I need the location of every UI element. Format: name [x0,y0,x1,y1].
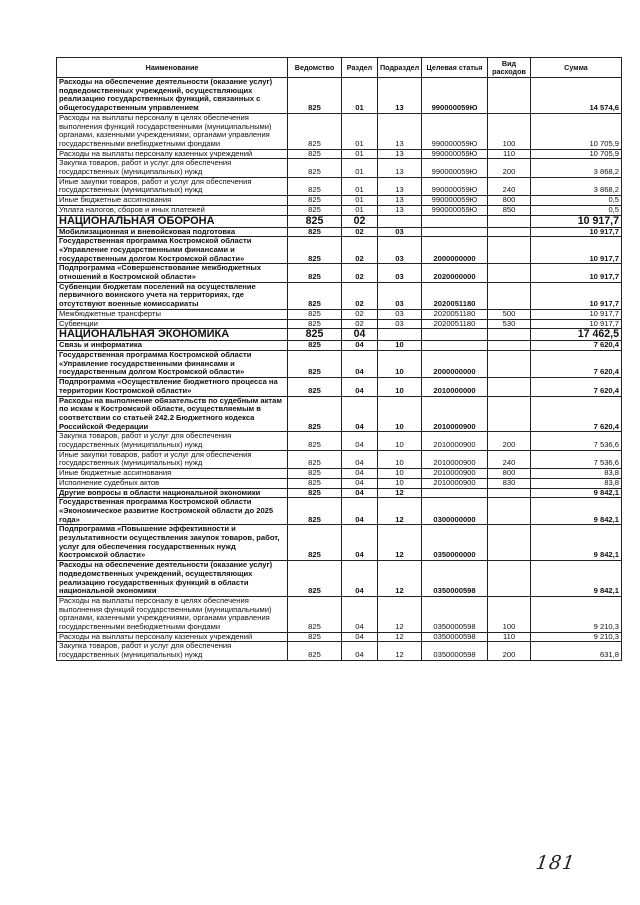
row-subsection: 12 [378,632,422,642]
row-name: Расходы на обеспечение деятельности (оказание услуг) подведомственных учреждений, осуществляющих реализацию государственных функций, связанных с общегосударственным управлением [57,78,288,114]
row-amount: 10 917,7 [531,282,622,309]
row-subsection: 13 [378,78,422,114]
table-row [57,205,622,215]
row-expense-type: 800 [488,469,531,479]
page-number: 181 [534,852,577,874]
row-section: 01 [342,149,378,159]
row-subsection: 13 [378,196,422,206]
row-subsection: 12 [378,642,422,660]
row-expense-type: 100 [488,113,531,149]
table-row [57,378,622,396]
row-amount: 10 917,7 [531,215,622,227]
row-subsection: 12 [378,561,422,597]
row-amount: 10 917,7 [531,319,622,329]
row-expense-type [488,488,531,498]
table-row [57,215,622,227]
row-target-item: 2010000900 [422,469,488,479]
row-subsection: 13 [378,149,422,159]
row-name: Иные закупки товаров, работ и услуг для обеспечения государственных (муниципальных) нужд [57,177,288,195]
table-header-row [57,58,622,78]
row-department: 825 [288,498,342,525]
row-amount: 631,8 [531,642,622,660]
row-section: 02 [342,309,378,319]
table-row [57,237,622,264]
table-row [57,159,622,177]
row-name: Закупка товаров, работ и услуг для обеспечения государственных (муниципальных) нужд [57,432,288,450]
row-target-item: 990000059Ю [422,113,488,149]
row-section: 04 [342,450,378,468]
row-section: 04 [342,488,378,498]
row-section: 02 [342,282,378,309]
row-amount: 3 868,2 [531,159,622,177]
row-section: 01 [342,177,378,195]
row-subsection: 03 [378,319,422,329]
row-expense-type [488,215,531,227]
row-subsection [378,329,422,341]
header-name: Наименование [57,58,288,78]
row-section: 04 [342,350,378,377]
row-section: 04 [342,478,378,488]
table-row [57,450,622,468]
row-section: 04 [342,498,378,525]
row-subsection: 10 [378,378,422,396]
table-row [57,196,622,206]
row-expense-type [488,227,531,237]
row-department: 825 [288,196,342,206]
row-subsection: 03 [378,227,422,237]
row-target-item: 2020051180 [422,282,488,309]
row-name: Уплата налогов, сборов и иных платежей [57,205,288,215]
row-expense-type: 850 [488,205,531,215]
row-name: Расходы на выплаты персоналу казенных учреждений [57,632,288,642]
row-target-item: 990000059Ю [422,78,488,114]
row-name: Иные бюджетные ассигнования [57,469,288,479]
row-name: Подпрограмма «Совершенствование межбюджетных отношений в Костромской области» [57,264,288,282]
row-amount: 0,5 [531,205,622,215]
row-name: НАЦИОНАЛЬНАЯ ЭКОНОМИКА [57,329,288,341]
row-amount: 10 917,7 [531,237,622,264]
row-department: 825 [288,149,342,159]
row-name: Межбюджетные трансферты [57,309,288,319]
row-section: 04 [342,432,378,450]
row-name: Расходы на выплаты персоналу в целях обеспечения выполнения функций государственными (муниципальными) органами, казенными учреждениями, органами управления государственными внебюджетными фондами [57,596,288,632]
row-section: 04 [342,469,378,479]
row-expense-type [488,282,531,309]
row-subsection: 12 [378,488,422,498]
row-expense-type: 500 [488,309,531,319]
header-department: Ведомство [288,58,342,78]
row-name: Расходы на обеспечение деятельности (оказание услуг) подведомственных учреждений, осуществляющих реализацию государственных функций в области национальной экономики [57,561,288,597]
row-amount: 9 210,3 [531,596,622,632]
row-department: 825 [288,596,342,632]
row-department: 825 [288,282,342,309]
table-row [57,113,622,149]
row-section: 04 [342,396,378,432]
table-row [57,469,622,479]
table-row [57,329,622,341]
row-expense-type [488,78,531,114]
row-department: 825 [288,469,342,479]
row-amount: 3 868,2 [531,177,622,195]
row-department: 825 [288,329,342,341]
row-subsection: 03 [378,309,422,319]
row-subsection: 12 [378,525,422,561]
row-amount: 9 842,1 [531,488,622,498]
row-name: Расходы на выплаты персоналу в целях обеспечения выполнения функций государственными (муниципальными) органами, казенными учреждениями, органами управления государственными внебюджетными фондами [57,113,288,149]
row-target-item: 0350000598 [422,632,488,642]
row-expense-type [488,237,531,264]
row-target-item: 0350000598 [422,561,488,597]
row-name: Государственная программа Костромской области «Управление государственными финансами и государственным долгом Костромской области» [57,237,288,264]
row-amount: 17 462,5 [531,329,622,341]
row-expense-type: 800 [488,196,531,206]
row-target-item: 0300000000 [422,498,488,525]
row-expense-type: 240 [488,450,531,468]
row-target-item [422,341,488,351]
row-subsection: 10 [378,478,422,488]
row-amount: 9 842,1 [531,525,622,561]
row-section: 01 [342,159,378,177]
header-target-item: Целевая статья [422,58,488,78]
table-row [57,319,622,329]
row-subsection [378,215,422,227]
table-row [57,632,622,642]
row-expense-type [488,378,531,396]
row-department: 825 [288,205,342,215]
row-expense-type: 110 [488,632,531,642]
row-target-item: 2000000000 [422,237,488,264]
row-amount: 14 574,6 [531,78,622,114]
row-section: 01 [342,205,378,215]
row-amount: 10 705,9 [531,149,622,159]
row-name: Расходы на выплаты персоналу казенных учреждений [57,149,288,159]
row-section: 04 [342,525,378,561]
row-section: 04 [342,561,378,597]
row-amount: 7 536,6 [531,450,622,468]
row-department: 825 [288,432,342,450]
row-subsection: 13 [378,113,422,149]
row-subsection: 10 [378,432,422,450]
table-body [57,78,622,661]
row-target-item: 2000000000 [422,350,488,377]
row-section: 02 [342,237,378,264]
row-name: Исполнение судебных актов [57,478,288,488]
header-expense-type: Вид расходов [488,58,531,78]
row-target-item: 0350000000 [422,525,488,561]
row-section: 04 [342,329,378,341]
row-department: 825 [288,488,342,498]
row-name: Подпрограмма «Осуществление бюджетного процесса на территории Костромской области» [57,378,288,396]
table-row [57,478,622,488]
row-department: 825 [288,450,342,468]
row-subsection: 03 [378,282,422,309]
row-subsection: 13 [378,177,422,195]
row-target-item: 2010000900 [422,396,488,432]
row-subsection: 13 [378,205,422,215]
row-subsection: 10 [378,341,422,351]
table-row [57,177,622,195]
table-row [57,341,622,351]
row-department: 825 [288,78,342,114]
row-expense-type: 240 [488,177,531,195]
row-expense-type [488,396,531,432]
row-target-item: 990000059Ю [422,177,488,195]
table-row [57,309,622,319]
row-expense-type [488,264,531,282]
row-expense-type [488,498,531,525]
row-name: Связь и информатика [57,341,288,351]
row-section: 04 [342,378,378,396]
row-amount: 9 210,3 [531,632,622,642]
row-section: 04 [342,341,378,351]
row-department: 825 [288,396,342,432]
row-section: 01 [342,78,378,114]
row-amount: 10 917,7 [531,227,622,237]
row-amount: 83,8 [531,478,622,488]
table-row [57,350,622,377]
row-name: Государственная программа Костромской области «Экономическое развитие Костромской области до 2025 года» [57,498,288,525]
row-target-item: 0350000598 [422,596,488,632]
row-target-item [422,488,488,498]
row-department: 825 [288,378,342,396]
table-row [57,596,622,632]
row-target-item: 0350000598 [422,642,488,660]
row-name: Другие вопросы в области национальной экономики [57,488,288,498]
header-subsection: Подраздел [378,58,422,78]
row-amount: 7 620,4 [531,378,622,396]
table-row [57,282,622,309]
row-target-item: 2010000900 [422,450,488,468]
row-expense-type: 110 [488,149,531,159]
row-section: 04 [342,632,378,642]
table-row [57,642,622,660]
row-expense-type [488,561,531,597]
row-section: 02 [342,227,378,237]
row-name: Государственная программа Костромской области «Управление государственными финансами и государственным долгом Костромской области» [57,350,288,377]
row-subsection: 03 [378,264,422,282]
table-row [57,525,622,561]
row-amount: 7 536,6 [531,432,622,450]
row-target-item: 2020051180 [422,309,488,319]
table-row [57,149,622,159]
budget-sheet [56,57,621,661]
budget-table [56,57,622,661]
row-target-item: 2010000900 [422,432,488,450]
row-target-item: 990000059Ю [422,205,488,215]
row-department: 825 [288,561,342,597]
row-subsection: 10 [378,450,422,468]
row-amount: 10 917,7 [531,264,622,282]
row-amount: 0,5 [531,196,622,206]
table-row [57,498,622,525]
row-amount: 83,8 [531,469,622,479]
table-row [57,227,622,237]
row-subsection: 10 [378,350,422,377]
row-department: 825 [288,264,342,282]
row-name: Расходы на выполнение обязательств по судебным актам по искам к Костромской области, осуществляемым в соответствии со статьей 242.2 Бюджетного кодекса Российской Федерации [57,396,288,432]
row-section: 02 [342,319,378,329]
row-expense-type: 200 [488,432,531,450]
table-row [57,561,622,597]
header-amount: Сумма [531,58,622,78]
row-subsection: 13 [378,159,422,177]
row-target-item [422,215,488,227]
row-name: Иные бюджетные ассигнования [57,196,288,206]
row-expense-type [488,350,531,377]
row-expense-type: 530 [488,319,531,329]
row-target-item [422,227,488,237]
row-expense-type: 830 [488,478,531,488]
row-target-item: 990000059Ю [422,149,488,159]
row-amount: 9 842,1 [531,561,622,597]
row-section: 04 [342,642,378,660]
table-row [57,432,622,450]
row-target-item: 2010000000 [422,378,488,396]
header-section: Раздел [342,58,378,78]
row-name: Иные закупки товаров, работ и услуг для обеспечения государственных (муниципальных) нужд [57,450,288,468]
row-expense-type [488,525,531,561]
row-department: 825 [288,525,342,561]
row-section: 02 [342,264,378,282]
row-department: 825 [288,309,342,319]
row-amount: 10 917,7 [531,309,622,319]
row-section: 04 [342,596,378,632]
row-name: Субвенции бюджетам поселений на осуществление первичного воинского учета на территориях, где отсутствуют военные комиссариаты [57,282,288,309]
row-expense-type: 100 [488,596,531,632]
table-row [57,78,622,114]
row-target-item: 2020051180 [422,319,488,329]
row-department: 825 [288,113,342,149]
row-subsection: 12 [378,498,422,525]
row-expense-type [488,329,531,341]
row-department: 825 [288,642,342,660]
row-subsection: 03 [378,237,422,264]
table-row [57,396,622,432]
row-subsection: 12 [378,596,422,632]
row-name: Закупка товаров, работ и услуг для обеспечения государственных (муниципальных) нужд [57,159,288,177]
row-section: 02 [342,215,378,227]
row-department: 825 [288,350,342,377]
row-expense-type [488,341,531,351]
row-target-item: 990000059Ю [422,196,488,206]
row-name: Подпрограмма «Повышение эффективности и результативности осуществления закупок товаров, работ, услуг для обеспечения государственных нужд Костромской области» [57,525,288,561]
row-target-item [422,329,488,341]
row-expense-type: 200 [488,642,531,660]
table-row [57,264,622,282]
row-department: 825 [288,319,342,329]
row-department: 825 [288,159,342,177]
row-department: 825 [288,341,342,351]
row-amount: 7 620,4 [531,396,622,432]
row-name: Мобилизационная и вневойсковая подготовка [57,227,288,237]
row-amount: 10 705,9 [531,113,622,149]
row-amount: 9 842,1 [531,498,622,525]
row-section: 01 [342,196,378,206]
row-name: Закупка товаров, работ и услуг для обеспечения государственных (муниципальных) нужд [57,642,288,660]
row-subsection: 10 [378,396,422,432]
row-amount: 7 620,4 [531,350,622,377]
row-amount: 7 620,4 [531,341,622,351]
row-department: 825 [288,215,342,227]
row-expense-type: 200 [488,159,531,177]
row-name: Субвенции [57,319,288,329]
row-department: 825 [288,632,342,642]
row-department: 825 [288,478,342,488]
table-row [57,488,622,498]
row-department: 825 [288,177,342,195]
row-name: НАЦИОНАЛЬНАЯ ОБОРОНА [57,215,288,227]
row-target-item: 2020000000 [422,264,488,282]
row-department: 825 [288,237,342,264]
row-target-item: 2010000900 [422,478,488,488]
row-subsection: 10 [378,469,422,479]
row-target-item: 990000059Ю [422,159,488,177]
row-section: 01 [342,113,378,149]
row-department: 825 [288,227,342,237]
